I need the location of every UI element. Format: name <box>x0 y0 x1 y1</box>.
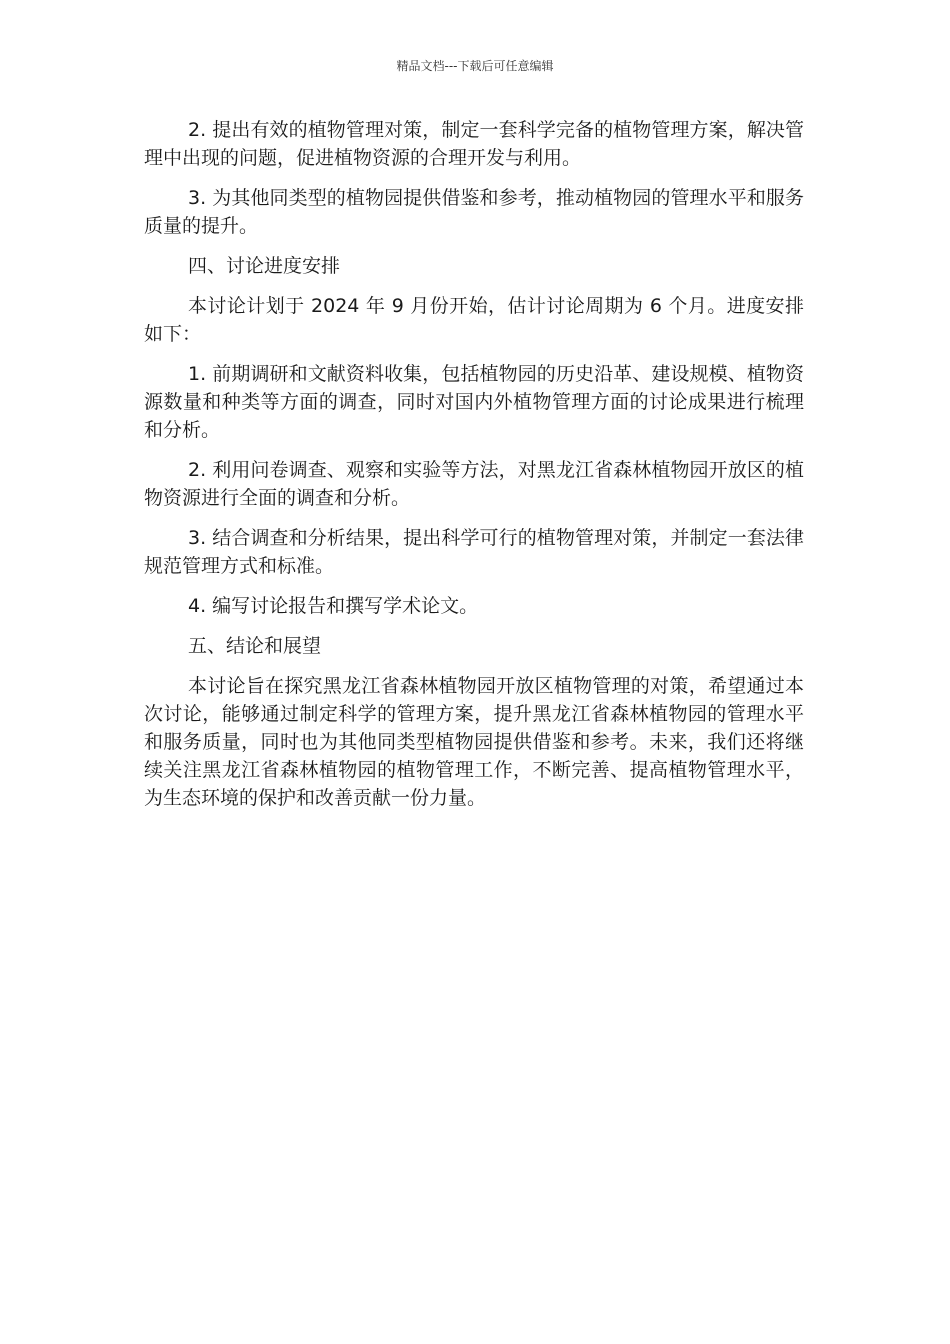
section-heading-conclusion: 五、结论和展望 <box>188 635 322 657</box>
paragraph-conclusion: 本讨论旨在探究黑龙江省森林植物园开放区植物管理的对策，希望通过本次讨论，能够通过制定科学的管理方案，提升黑龙江省森林植物园的管理水平和服务质量，同时也为其他同类型植物园提供借鉴和参考。未来，我们还将继续关注黑龙江省森林植物园的植物管理工作，不断完善、提高植物管理水平，为生态环境的保护和改善贡献一份力量。 <box>144 675 804 809</box>
document-body <box>144 116 804 824</box>
paragraph-schedule-step-4: 4. 编写讨论报告和撰写学术论文。 <box>188 595 479 617</box>
paragraph-schedule-intro: 本讨论计划于 2024 年 9 月份开始，估计讨论周期为 6 个月。进度安排如下： <box>144 295 804 345</box>
paragraph-schedule-step-3: 3. 结合调查和分析结果，提出科学可行的植物管理对策，并制定一套法律规范管理方式和标准。 <box>144 527 804 577</box>
paragraph-schedule-step-1: 1. 前期调研和文献资料收集，包括植物园的历史沿革、建设规模、植物资源数量和种类等方面的调查，同时对国内外植物管理方面的讨论成果进行梳理和分析。 <box>144 363 804 441</box>
page-header: 精品文档---下载后可任意编辑 <box>396 59 554 73</box>
paragraph-goal-3: 3. 为其他同类型的植物园提供借鉴和参考，推动植物园的管理水平和服务质量的提升。 <box>144 187 804 237</box>
section-heading-schedule: 四、讨论进度安排 <box>188 255 341 277</box>
paragraph-schedule-step-2: 2. 利用问卷调查、观察和实验等方法，对黑龙江省森林植物园开放区的植物资源进行全面的调查和分析。 <box>144 459 804 509</box>
paragraph-goal-2: 2. 提出有效的植物管理对策，制定一套科学完备的植物管理方案，解决管理中出现的问题，促进植物资源的合理开发与利用。 <box>144 119 804 169</box>
